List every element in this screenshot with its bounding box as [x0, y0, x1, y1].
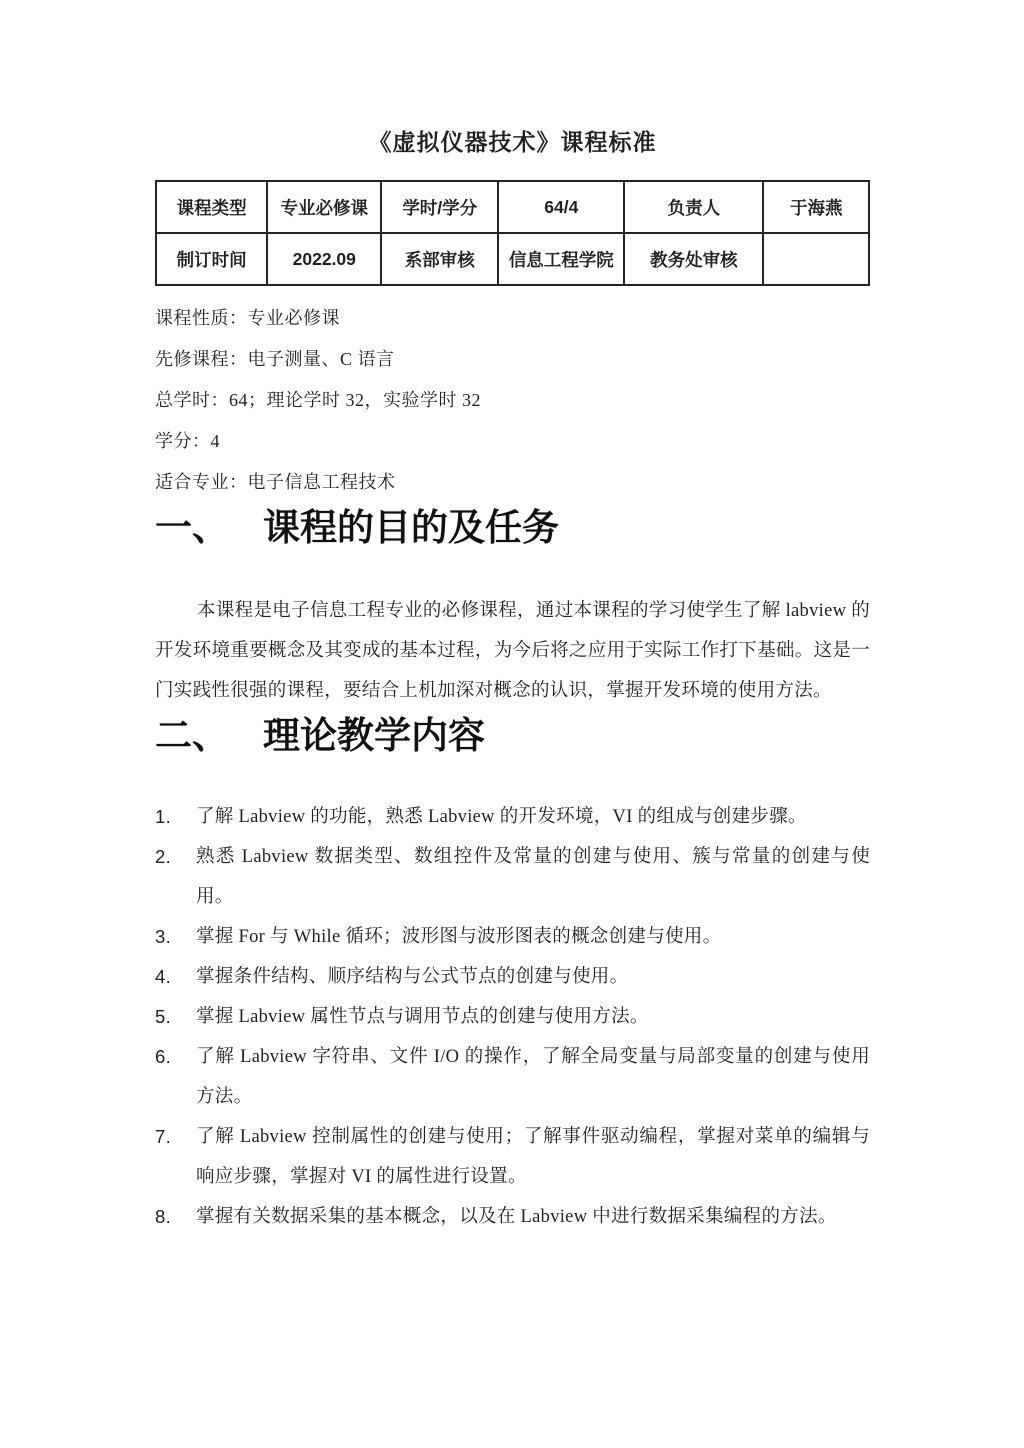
- list-item: [155, 1197, 870, 1237]
- section-2-heading: [155, 711, 870, 761]
- theory-content-list: [155, 797, 870, 1237]
- meta-line-course-nature: 课程性质：专业必修课: [155, 308, 340, 328]
- list-item-number: 4.: [155, 966, 172, 987]
- section-1-heading: [155, 503, 870, 553]
- table-cell-date-value: 2022.09: [267, 233, 381, 285]
- table-cell-academic-review-value: [763, 233, 869, 285]
- section-1-title: 课程的目的及任务: [263, 507, 559, 548]
- table-cell-course-type-label: 课程类型: [156, 181, 267, 233]
- list-item-number: 2.: [155, 846, 172, 867]
- list-item: [155, 957, 870, 997]
- meta-line-target-major: 适合专业：电子信息工程技术: [155, 472, 396, 492]
- table-cell-person-in-charge-label: 负责人: [624, 181, 763, 233]
- table-cell-hours-credits-label: 学时/学分: [381, 181, 498, 233]
- list-item-text: 了解 Labview 字符串、文件 I/O 的操作，了解全局变量与局部变量的创建与使用方法。: [196, 1047, 870, 1107]
- list-item: [155, 1117, 870, 1197]
- list-item-number: 5.: [155, 1006, 172, 1027]
- table-cell-person-in-charge-value: 于海燕: [763, 181, 869, 233]
- table-row: [156, 233, 869, 285]
- table-cell-dept-review-label: 系部审核: [381, 233, 498, 285]
- list-item-text: 掌握有关数据采集的基本概念，以及在 Labview 中进行数据采集编程的方法。: [196, 1207, 837, 1227]
- list-item-text: 了解 Labview 的功能，熟悉 Labview 的开发环境，VI 的组成与创建步骤。: [196, 807, 807, 827]
- list-item-number: 3.: [155, 926, 172, 947]
- page-title: 《虚拟仪器技术》课程标准: [368, 130, 657, 155]
- table-row: [156, 181, 869, 233]
- list-item-text: 掌握 For 与 While 循环；波形图与波形图表的概念创建与使用。: [196, 927, 722, 947]
- table-cell-dept-review-value: 信息工程学院: [498, 233, 624, 285]
- table-cell-date-label: 制订时间: [156, 233, 267, 285]
- list-item: [155, 997, 870, 1037]
- meta-line-credits: 学分：4: [155, 431, 220, 451]
- list-item-text: 掌握 Labview 属性节点与调用节点的创建与使用方法。: [196, 1007, 649, 1027]
- list-item: [155, 1037, 870, 1117]
- list-item: [155, 837, 870, 917]
- course-info-table: [155, 180, 870, 286]
- list-item-number: 7.: [155, 1126, 172, 1147]
- list-item-text: 了解 Labview 控制属性的创建与使用；了解事件驱动编程，掌握对菜单的编辑与响应步骤，掌握对 VI 的属性进行设置。: [196, 1127, 870, 1187]
- list-item-number: 1.: [155, 806, 172, 827]
- list-item-text: 熟悉 Labview 数据类型、数组控件及常量的创建与使用、簇与常量的创建与使用。: [196, 847, 870, 907]
- section-2-number: 二、: [155, 715, 229, 756]
- meta-line-total-hours: 总学时：64；理论学时 32，实验学时 32: [155, 390, 481, 410]
- section-2-title: 理论教学内容: [263, 715, 485, 756]
- list-item-text: 掌握条件结构、顺序结构与公式节点的创建与使用。: [196, 967, 629, 987]
- table-cell-academic-review-label: 教务处审核: [624, 233, 763, 285]
- table-cell-hours-credits-value: 64/4: [498, 181, 624, 233]
- section-1-paragraph: 本课程是电子信息工程专业的必修课程，通过本课程的学习使学生了解 labview 的开发环境重要概念及其变成的基本过程，为今后将之应用于实际工作打下基础。这是一门实践性很强的课程，要结合上机加深对概念的认识，掌握开发环境的使用方法。: [155, 601, 870, 701]
- list-item: [155, 797, 870, 837]
- table-cell-course-type-value: 专业必修课: [267, 181, 381, 233]
- course-meta-block: [155, 298, 870, 503]
- section-1-number: 一、: [155, 507, 229, 548]
- meta-line-prerequisites: 先修课程：电子测量、C 语言: [155, 349, 395, 369]
- list-item: [155, 917, 870, 957]
- list-item-number: 6.: [155, 1046, 172, 1067]
- list-item-number: 8.: [155, 1206, 172, 1227]
